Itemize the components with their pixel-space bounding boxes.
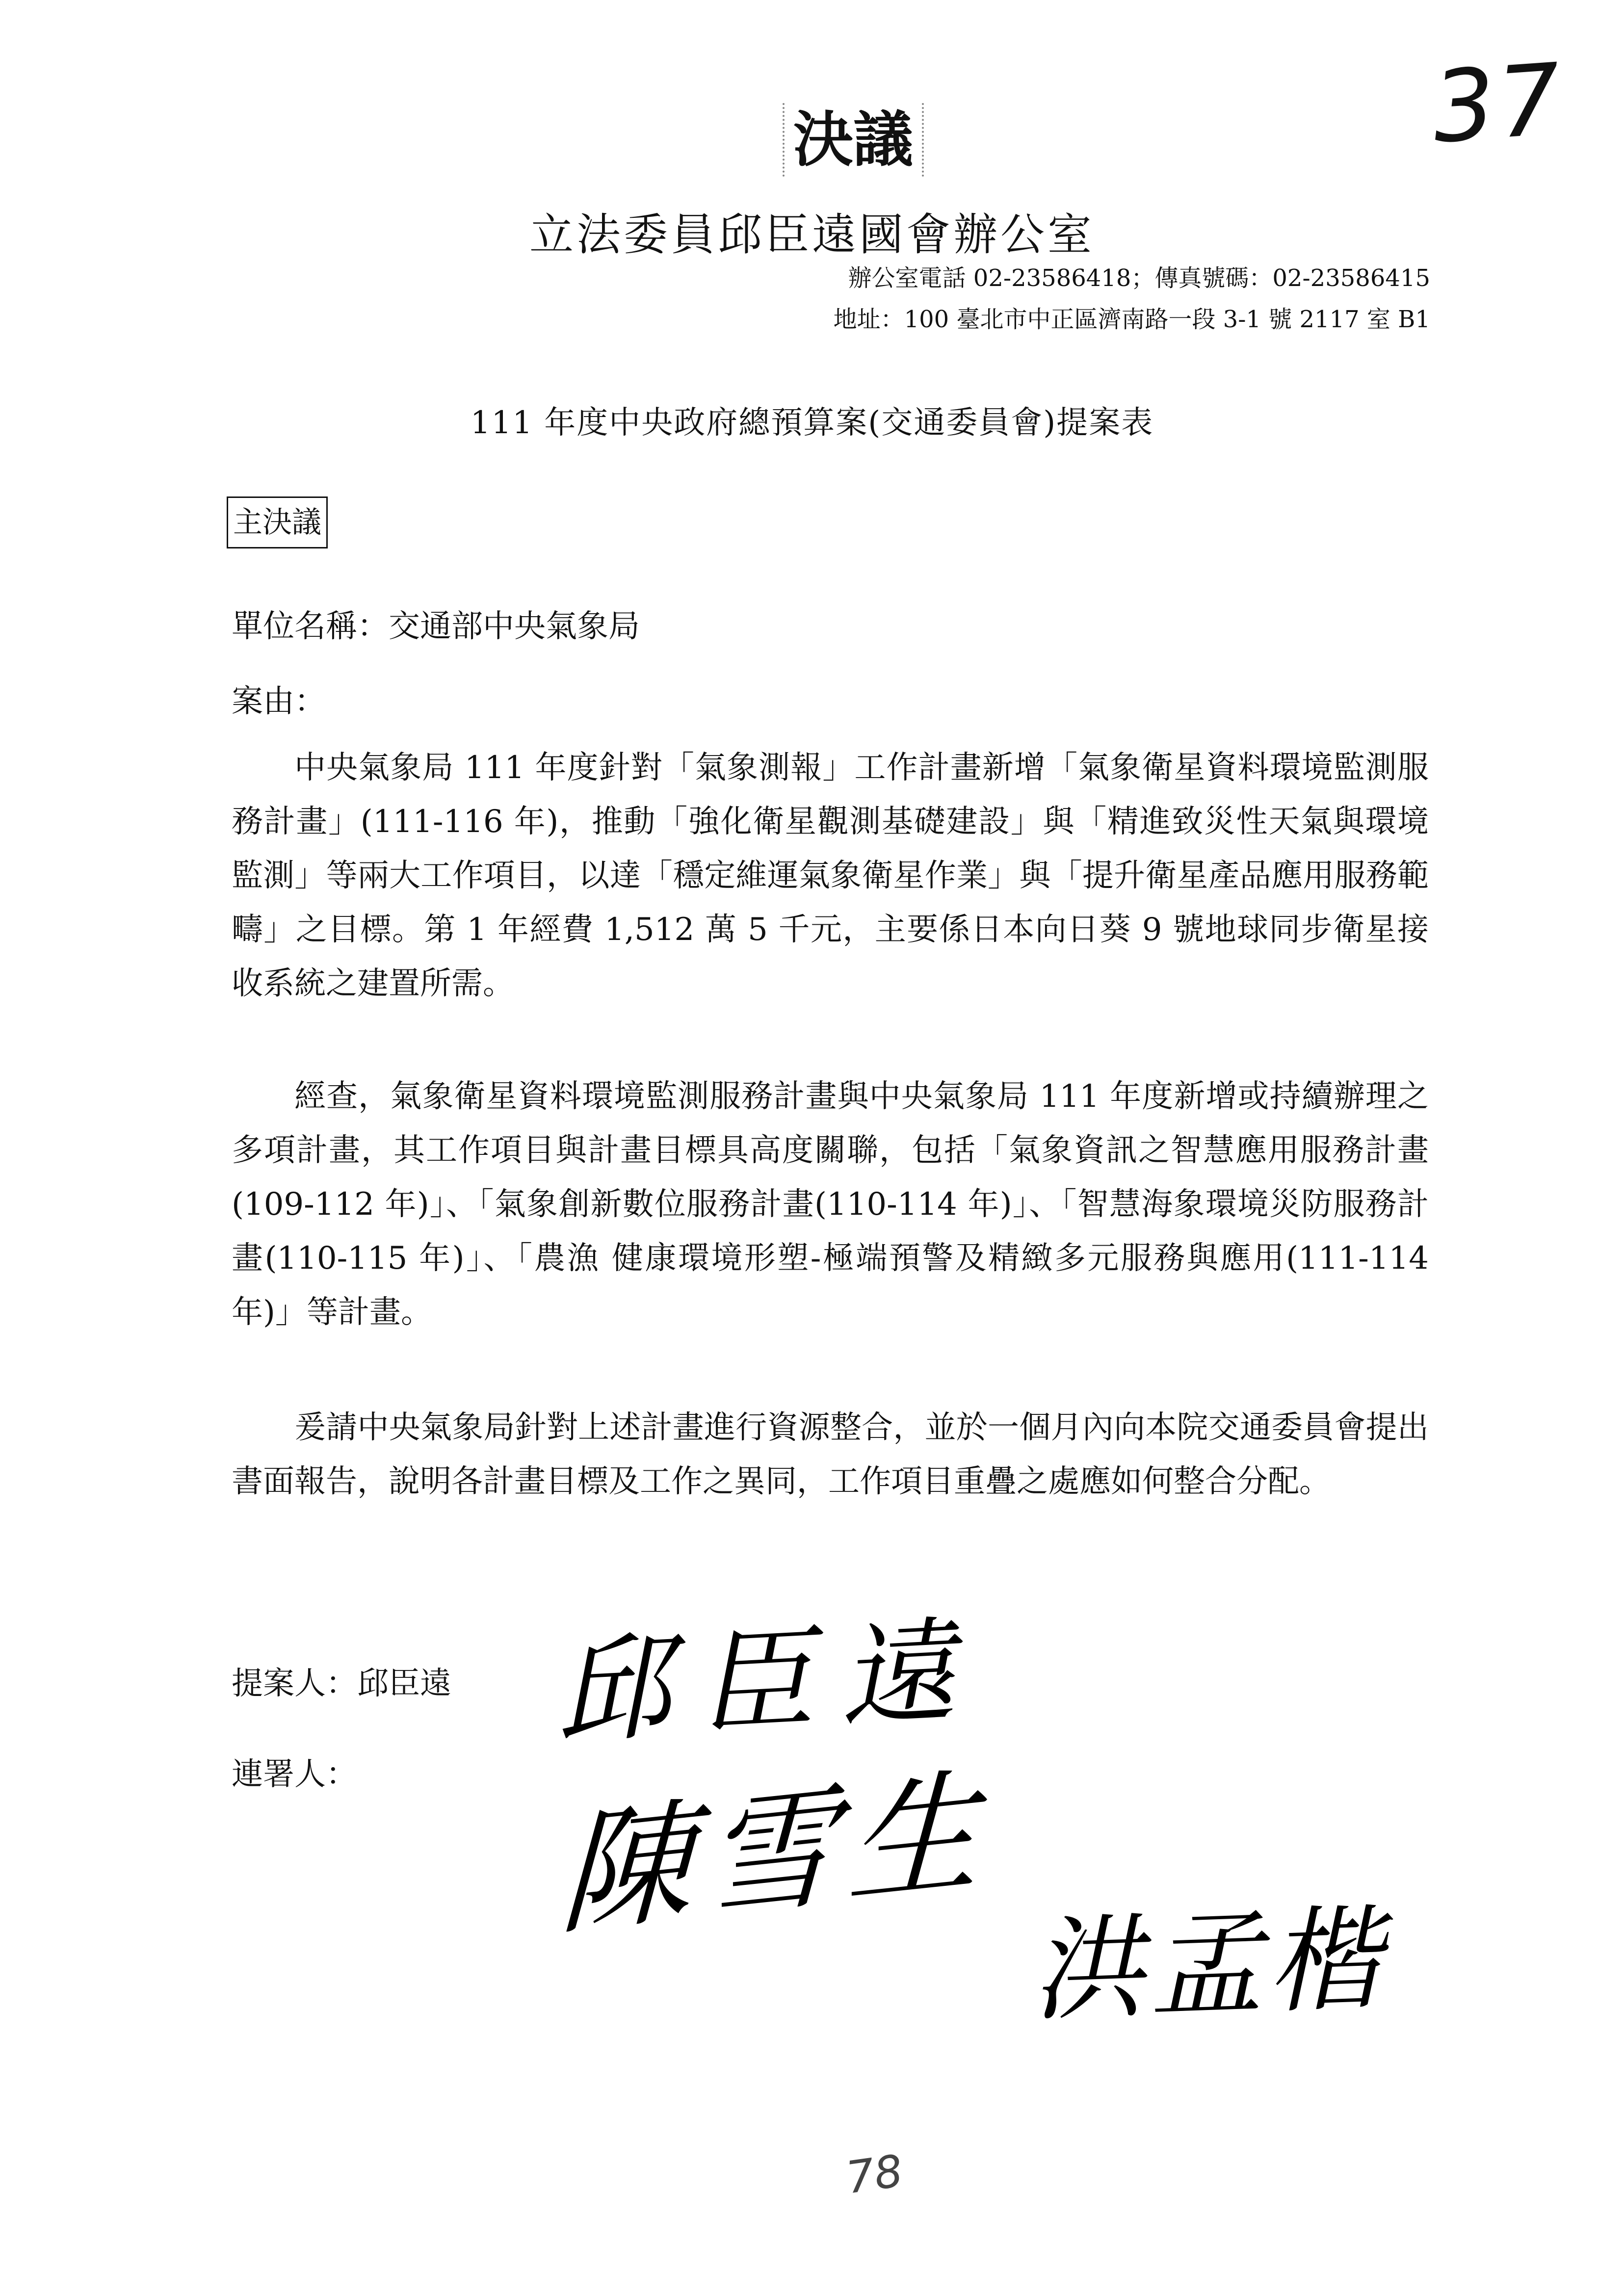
reason-label: 案由：: [232, 683, 326, 720]
unit-name: 單位名稱：交通部中央氣象局: [232, 608, 640, 645]
cosigner-label: 連署人：: [232, 1756, 357, 1793]
office-phone-line: 辦公室電話 02-23586418；傳真號碼：02-23586415: [848, 264, 1430, 292]
reason-paragraph-3: 爰請中央氣象局針對上述計畫進行資源整合，並於一個月內向本院交通委員會提出書面報告，說明各計畫目標及工作之異同，工作項目重疊之處應如何整合分配。: [232, 1409, 1429, 1500]
reason-paragraph-1: 中央氣象局 111 年度針對「氣象測報」工作計畫新增「氣象衛星資料環境監測服務計畫」(111-116 年)，推動「強化衛星觀測基礎建設」與「精進致災性天氣與環境監測」等兩大工作項目，以達「穩定維運氣象衛星作業」與「提升衛星產品應用服務範疇」之目標。第 1 年經費 1,512 萬 5 千元，主要係日本向日葵 9 號地球同步衛星接收系統之建置所需。: [232, 750, 1429, 1002]
cosigner-signature-1: 陳雪生: [557, 1752, 995, 1954]
main-resolution-label: 主決議: [227, 496, 328, 548]
footer-handwritten-mark: 78: [843, 2145, 906, 2204]
proposer-signature: 邱臣遠: [551, 1604, 985, 1760]
page-number: 37: [1429, 42, 1568, 166]
reason-paragraph-2: 經查，氣象衛星資料環境監測服務計畫與中央氣象局 111 年度新增或持續辦理之多項計畫，其工作項目與計畫目標具高度關聯，包括「氣象資訊之智慧應用服務計畫(109-112 年)」、「氣象創新數位服務計畫(110-114 年)」、「智慧海象環境災防服務計畫(110-115 年)」、「農漁 健康環境形塑-極端預警及精緻多元服務與應用(111-114 年)」等計畫。: [232, 1078, 1429, 1331]
resolution-stamp: 決議: [783, 103, 924, 177]
office-title: 立法委員邱臣遠國會辦公室: [529, 209, 1095, 261]
proposer-label: 提案人：邱臣遠: [232, 1666, 451, 1702]
cosigner-signature-2: 洪孟楷: [1028, 1894, 1389, 2037]
form-title: 111 年度中央政府總預算案(交通委員會)提案表: [470, 405, 1154, 441]
office-address-line: 地址：100 臺北市中正區濟南路一段 3-1 號 2117 室 B1: [833, 306, 1430, 333]
